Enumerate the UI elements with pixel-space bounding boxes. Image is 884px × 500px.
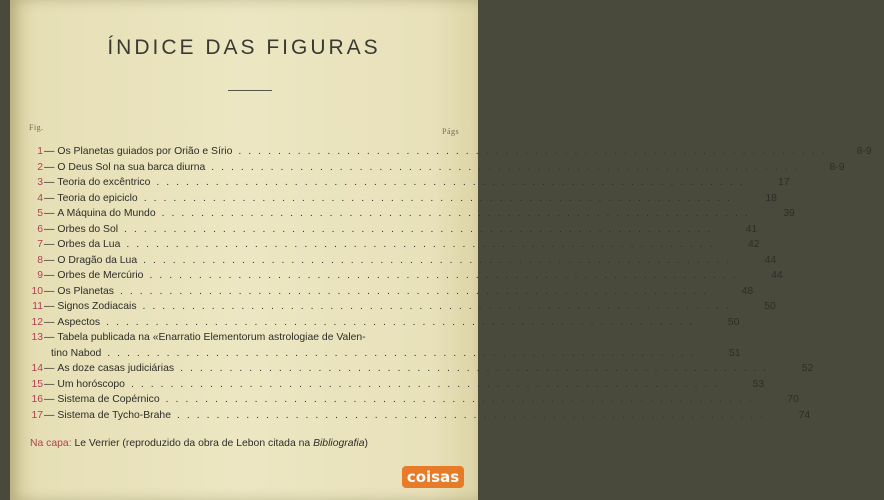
cover-note-label: Na capa: bbox=[30, 438, 72, 449]
figure-description: Tabela publicada na «Enarratio Elementorum astrologiae de Valen- bbox=[57, 332, 366, 343]
figure-dash: — bbox=[44, 161, 55, 173]
figure-page: 70 bbox=[787, 394, 799, 405]
watermark-logo: coisas bbox=[402, 466, 464, 488]
figure-number: 5 bbox=[37, 208, 43, 219]
figure-page: 53 bbox=[752, 378, 765, 390]
leader-dots: ............................................................ bbox=[126, 239, 720, 250]
figure-description: A Máquina do Mundo bbox=[57, 208, 156, 219]
leader-dots: ............................................................ bbox=[176, 409, 771, 421]
figure-row bbox=[10, 409, 811, 426]
figure-number: 15 bbox=[31, 378, 43, 390]
figure-number: 16 bbox=[31, 394, 43, 405]
leader-dots: ............................................................ bbox=[120, 285, 714, 297]
figure-dash: — bbox=[44, 192, 55, 204]
leader-dots: ............................................................ bbox=[124, 223, 718, 235]
figure-page: 17 bbox=[778, 177, 790, 188]
leader-dots: ............................................................ bbox=[142, 301, 736, 312]
figure-row bbox=[10, 270, 783, 286]
figure-description: Orbes do Sol bbox=[57, 223, 119, 235]
figure-row bbox=[10, 161, 845, 178]
figure-description: Teoria do epiciclo bbox=[57, 192, 138, 204]
leader-dots: ............................................................ bbox=[143, 192, 737, 204]
leader-dots: ............................................................ bbox=[149, 270, 743, 281]
figure-number: 10 bbox=[31, 285, 43, 297]
figure-page: 52 bbox=[801, 363, 814, 374]
leader-dots: ............................................................ bbox=[211, 161, 805, 173]
figure-row bbox=[10, 363, 814, 379]
page-title: ÍNDICE DAS FIGURAS bbox=[107, 36, 381, 59]
figure-description: Teoria do excêntrico bbox=[57, 177, 151, 188]
figure-description: Aspectos bbox=[57, 316, 101, 328]
leader-dots: ............................................................ bbox=[161, 208, 755, 219]
cover-note-text: Le Verrier (reproduzido da obra de Lebon citada na bbox=[74, 438, 314, 449]
figure-dash: — bbox=[44, 239, 55, 250]
figure-row bbox=[10, 208, 795, 224]
leader-dots: ............................................................ bbox=[165, 394, 759, 405]
figure-dash: — bbox=[44, 177, 55, 188]
figure-number: 8 bbox=[37, 254, 43, 266]
figure-dash: — bbox=[44, 332, 55, 343]
leader-dots: ............................................................ bbox=[180, 363, 774, 374]
figure-description: Sistema de Tycho-Brahe bbox=[57, 409, 171, 421]
figure-dash: — bbox=[44, 316, 55, 328]
figure-page: 39 bbox=[783, 208, 795, 219]
figure-row bbox=[10, 239, 760, 255]
figure-page: 41 bbox=[745, 223, 758, 235]
figure-row bbox=[10, 285, 754, 302]
figure-dash: — bbox=[44, 254, 55, 266]
figure-number: 12 bbox=[31, 316, 43, 328]
leader-dots: ............................................................ bbox=[130, 378, 725, 390]
figure-description: As doze casas judiciárias bbox=[57, 363, 175, 374]
cover-note-italic: Bibliografia bbox=[313, 438, 365, 449]
figure-page: 44 bbox=[764, 254, 777, 266]
figure-row bbox=[10, 394, 799, 410]
title-rule bbox=[228, 90, 272, 91]
figure-page: 8-9 bbox=[856, 146, 872, 157]
figure-number: 3 bbox=[37, 177, 43, 188]
figure-number: 6 bbox=[37, 223, 43, 235]
figure-description: O Dragão da Lua bbox=[57, 254, 138, 266]
figure-row bbox=[10, 146, 872, 162]
figure-number: 2 bbox=[37, 161, 43, 173]
leader-dots: ............................................................ bbox=[107, 347, 701, 359]
figure-number: 4 bbox=[37, 192, 43, 204]
figure-dash: — bbox=[44, 363, 55, 374]
figure-number: 14 bbox=[31, 363, 43, 374]
figure-row bbox=[10, 332, 478, 348]
figure-row bbox=[10, 192, 777, 209]
figure-row bbox=[10, 177, 790, 193]
figure-description: tino Nabod bbox=[51, 347, 102, 359]
figure-dash: — bbox=[44, 409, 55, 421]
figure-number: 9 bbox=[37, 270, 43, 281]
figure-list bbox=[10, 146, 872, 425]
figure-description: O Deus Sol na sua barca diurna bbox=[57, 161, 206, 173]
book-page bbox=[10, 0, 872, 500]
figure-page: 50 bbox=[727, 316, 740, 328]
figure-number: 11 bbox=[32, 301, 43, 312]
figure-number: 1 bbox=[37, 146, 43, 157]
figure-page: 44 bbox=[771, 270, 783, 281]
fig-column-header: Fig. bbox=[29, 123, 44, 132]
figure-row bbox=[10, 254, 777, 271]
figure-description: Os Planetas bbox=[57, 285, 114, 297]
figure-row bbox=[10, 316, 740, 333]
leader-dots: ............................................................ bbox=[156, 177, 750, 188]
leader-dots: ............................................................ bbox=[106, 316, 700, 328]
figure-description: Signos Zodiacais bbox=[57, 301, 137, 312]
figure-dash: — bbox=[44, 208, 55, 219]
figure-row bbox=[10, 378, 765, 395]
figure-description: Sistema de Copérnico bbox=[57, 394, 160, 405]
figure-dash: — bbox=[44, 378, 55, 390]
figure-dash: — bbox=[44, 223, 55, 235]
leader-dots: ............................................................ bbox=[143, 254, 737, 266]
figure-row bbox=[10, 301, 776, 317]
figure-row bbox=[10, 347, 741, 364]
figure-description: Os Planetas guiados por Orião e Sírio bbox=[57, 146, 233, 157]
figure-dash: — bbox=[44, 146, 55, 157]
figure-dash: — bbox=[44, 270, 55, 281]
figure-page: 51 bbox=[728, 347, 741, 359]
cover-note bbox=[30, 438, 368, 449]
figure-page: 50 bbox=[764, 301, 776, 312]
figure-page: 48 bbox=[741, 285, 754, 297]
figure-page: 74 bbox=[798, 409, 811, 421]
leader-dots: ............................................................ bbox=[238, 146, 832, 157]
figure-dash: — bbox=[44, 394, 55, 405]
figure-page: 18 bbox=[765, 192, 777, 204]
figure-dash: — bbox=[44, 285, 55, 297]
figure-number: 17 bbox=[31, 409, 43, 421]
figure-page: 8-9 bbox=[829, 161, 845, 173]
figure-page: 42 bbox=[748, 239, 760, 250]
figure-number: 13 bbox=[31, 332, 43, 343]
figure-number: 7 bbox=[37, 239, 43, 250]
pages-column-header: Págs bbox=[442, 127, 460, 136]
figure-description: Orbes de Mercúrio bbox=[57, 270, 144, 281]
figure-description: Um horóscopo bbox=[57, 378, 125, 390]
cover-note-close: ) bbox=[364, 438, 368, 449]
figure-row bbox=[10, 223, 758, 240]
figure-dash: — bbox=[44, 301, 55, 312]
figure-description: Orbes da Lua bbox=[57, 239, 121, 250]
